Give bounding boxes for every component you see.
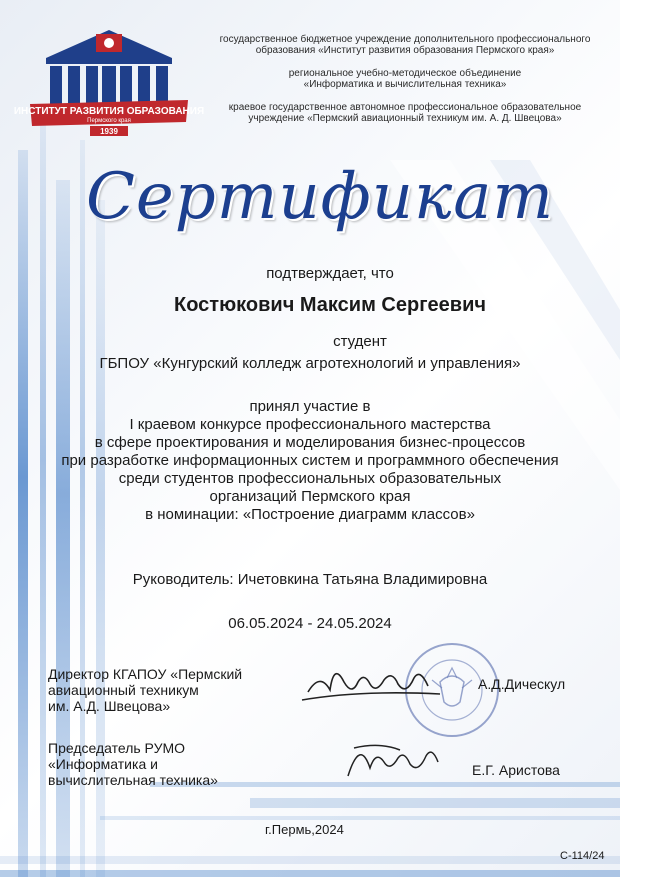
chair-name: Е.Г. Аристова <box>472 762 560 778</box>
logo-name: ИНСТИТУТ РАЗВИТИЯ ОБРАЗОВАНИЯ <box>13 106 205 117</box>
chair-title <box>48 740 218 788</box>
director-title <box>48 666 242 714</box>
institute-logo <box>13 18 205 138</box>
chair-title-line: вычислительная техника» <box>48 772 218 788</box>
body-line: при разработке информационных систем и программного обеспечения <box>61 452 559 469</box>
header-org-1 <box>200 34 610 56</box>
header-line: учреждение «Пермский авиационный техникум им. А. Д. Швецова» <box>248 113 562 124</box>
body-line: среди студентов профессиональных образовательных <box>118 470 502 487</box>
header-line: региональное учебно-методическое объединение <box>288 68 522 79</box>
director-name: А.Д.Дическул <box>478 676 566 692</box>
director-title-line: им. А.Д. Швецова» <box>48 698 171 714</box>
chair-title-line: Председатель РУМО <box>48 740 186 756</box>
chair-title-line: «Информатика и <box>48 756 158 772</box>
header-line: государственное бюджетное учреждение дополнительного профессионального <box>219 34 591 45</box>
director-title-line: авиационный техникум <box>48 682 199 698</box>
logo-year: 1939 <box>100 127 118 136</box>
supervisor: Руководитель: Ичетовкина Татьяна Владимировна <box>132 571 488 588</box>
body-line: организаций Пермского края <box>209 488 411 505</box>
confirms-text: подтверждает, что <box>266 265 394 282</box>
header-org-3 <box>200 102 610 124</box>
body-line: принял участие в <box>249 398 371 415</box>
recipient-institution: ГБПОУ «Кунгурский колледж агротехнологий и управления» <box>99 355 521 372</box>
event-dates: 06.05.2024 - 24.05.2024 <box>228 615 392 632</box>
director-signature <box>300 652 450 712</box>
recipient-name: Костюкович Максим Сергеевич <box>174 294 486 316</box>
header-line: краевое государственное автономное профессиональное образовательное <box>228 102 582 113</box>
certificate-title: Сертификат <box>85 160 555 234</box>
certificate-number: С-114/24 <box>560 850 605 862</box>
body-line: I краевом конкурсе профессионального мастерства <box>129 416 491 433</box>
nomination-line: в номинации: «Построение диаграмм классов» <box>145 506 475 523</box>
participation-text <box>10 398 610 524</box>
place-year: г.Пермь,2024 <box>265 822 344 837</box>
chair-signature <box>340 728 450 788</box>
director-title-line: Директор КГАПОУ «Пермский <box>48 666 243 682</box>
header-line: образования «Институт развития образования Пермского края» <box>255 45 555 56</box>
recipient-role: студент <box>333 333 387 350</box>
header-org-2 <box>200 68 610 90</box>
body-line: в сфере проектирования и моделирования бизнес-процессов <box>94 434 526 451</box>
logo-region: Пермского края <box>87 118 131 124</box>
header-line: «Информатика и вычислительная техника» <box>303 79 507 90</box>
